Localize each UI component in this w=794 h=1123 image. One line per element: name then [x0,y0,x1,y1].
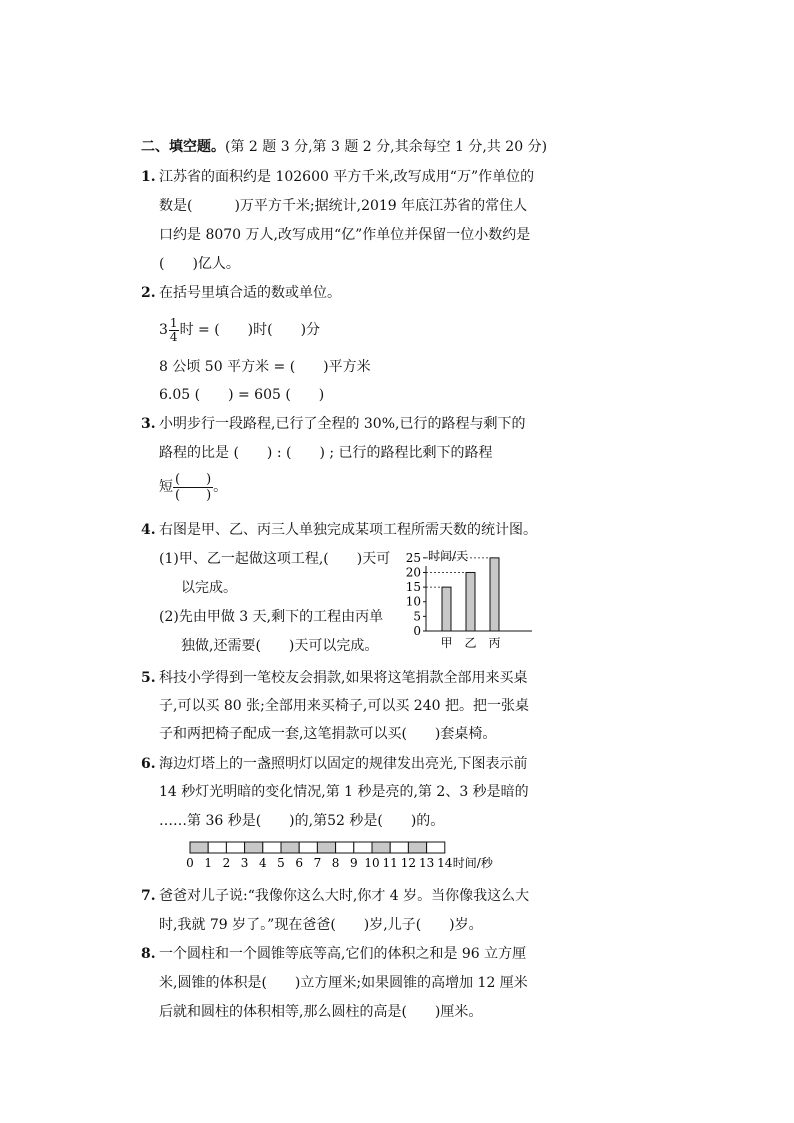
x-category-label: 甲 [440,636,453,650]
second-cell-4 [245,842,263,853]
q7-number: 7. [141,888,156,904]
timeline-tick-label: 14 [437,856,453,870]
timeline-tick-label: 12 [400,856,417,870]
q2-number: 2. [141,285,156,301]
q3-line-3 [159,470,227,504]
q2-line-1 [159,316,320,344]
work-days-bar-chart [400,544,540,654]
x-category-label: 乙 [464,636,477,650]
timeline-tick-label: 4 [258,856,267,870]
second-cell-7 [299,842,317,853]
q6-line-2: 14 秒灯光明暗的变化情况,第 1 秒是亮的,第 2、3 秒是暗的 [159,784,529,800]
q3-line-2: 路程的比是 ( ) : ( ) ; 已行的路程比剩下的路程 [159,445,493,461]
timeline-tick-label: 6 [295,856,304,870]
second-cell-2 [208,842,226,853]
blank-fraction-numerator: ( ) [175,471,212,487]
q2-title: 在括号里填合适的数或单位。 [159,285,341,301]
q3-number: 3. [141,416,156,432]
second-cell-8 [317,842,335,853]
q6-line-3: ……第 36 秒是( )的,第52 秒是( )的。 [159,813,445,829]
second-cell-12 [390,842,408,853]
light-timeline [184,840,514,872]
q3-line-1: 小明步行一段路程,已行了全程的 30%,已行的路程与剩下的 [159,416,526,432]
timeline-tick-label: 5 [277,856,285,870]
second-cell-3 [226,842,244,853]
q1-line-3: 口约是 8070 万人,改写成用“亿”作单位并保留一位小数约是 [159,227,531,243]
timeline-tick-label: 10 [364,856,380,870]
q8-line-3: 后就和圆柱的体积相等,那么圆柱的高是( )厘米。 [159,1004,483,1020]
second-cell-9 [336,842,354,853]
q4-sub1-line-b: 以完成。 [181,580,237,596]
second-cell-13 [408,842,426,853]
bar-甲 [442,587,451,631]
timeline-tick-label: 1 [204,856,213,870]
q5-line-2: 子,可以买 80 张;全部用来买椅子,可以买 240 把。把一张桌 [159,698,529,714]
timeline-tick-label: 0 [186,856,194,870]
y-axis-label: 时间/天 [428,549,469,563]
y-tick-label: 20 [405,565,421,580]
y-tick-label: 5 [413,609,421,624]
q1-line-2: 数是( )万平方千米;据统计,2019 年底江苏省的常住人 [159,198,528,214]
q3-line-3-post: 。 [213,479,228,495]
q5-line-1: 科技小学得到一笔校友会捐款,如果将这笔捐款全部用来买桌 [159,670,528,686]
timeline-tick-label: 11 [382,856,398,870]
mixed-number-fraction [169,317,179,344]
q6-number: 6. [141,756,156,772]
q4-sub1-line-a: (1)甲、乙一起做这项工程,( )天可 [159,551,391,567]
second-cell-5 [263,842,281,853]
fraction-numerator: 1 [169,315,178,330]
q6-line-1: 海边灯塔上的一盏照明灯以固定的规律发出亮光,下图表示前 [159,756,528,772]
q7-line-1: 爸爸对儿子说:“我像你这么大时,你才 4 岁。当你像我这么大 [159,888,530,904]
second-cell-1 [190,842,208,853]
q2-line-3: 6.05 ( ) = 605 ( ) [159,387,325,403]
q4-sub2-line-a: (2)先由甲做 3 天,剩下的工程由丙单 [159,609,384,625]
second-cell-10 [354,842,372,853]
timeline-tick-label: 8 [331,856,340,870]
second-cell-11 [372,842,390,853]
timeline-tick-label: 3 [240,856,249,870]
q8-line-2: 米,圆锥的体积是( )立方厘米;如果圆锥的高增加 12 厘米 [159,975,528,991]
y-tick-label: 25 [405,550,421,565]
y-tick-label: 15 [405,580,421,595]
timeline-tick-label: 7 [313,856,322,870]
q5-line-3: 子和两把椅子配成一套,这笔捐款可以买( )套桌椅。 [159,726,497,742]
q3-line-3-pre: 短 [159,479,173,495]
section-note: (第 2 题 3 分,第 3 题 2 分,其余每空 1 分,共 20 分) [225,139,548,155]
q2-line-1-rest: 时 = ( )时( )分 [179,322,321,338]
timeline-tick-label: 2 [222,856,231,870]
q2-line-2: 8 公顷 50 平方米 = ( )平方米 [159,359,371,375]
x-category-label: 丙 [488,636,501,650]
q1-line-1: 江苏省的面积约是 102600 平方千米,改写成用“万”作单位的 [159,169,535,185]
blank-fraction [173,472,213,503]
fraction-denominator: 4 [169,329,178,344]
section-header [141,137,547,157]
q8-number: 8. [141,946,156,962]
timeline-unit-label: 时间/秒 [452,856,493,870]
y-tick-label: 10 [405,594,421,609]
q4-line-1: 右图是甲、乙、丙三人单独完成某项工程所需天数的统计图。 [159,522,537,538]
q5-number: 5. [141,670,156,686]
second-cell-6 [281,842,299,853]
bar-丙 [490,558,499,631]
timeline-tick-label: 13 [418,856,435,870]
section-title: 二、填空题。 [141,139,225,155]
blank-fraction-denominator: ( ) [175,487,212,503]
q8-line-1: 一个圆柱和一个圆锥等底等高,它们的体积之和是 96 立方厘 [159,946,527,962]
timeline-tick-label: 9 [349,856,358,870]
q1-number: 1. [141,169,156,185]
y-tick-label: 0 [413,624,421,638]
q4-sub2-line-b: 独做,还需要( )天可以完成。 [181,638,379,654]
bar-乙 [466,572,475,631]
q7-line-2: 时,我就 79 岁了。”现在爸爸( )岁,儿子( )岁。 [159,917,483,933]
second-cell-14 [427,842,445,853]
mixed-number-whole: 3 [159,322,168,338]
q4-number: 4. [141,522,156,538]
q1-line-4: ( )亿人。 [159,256,240,272]
